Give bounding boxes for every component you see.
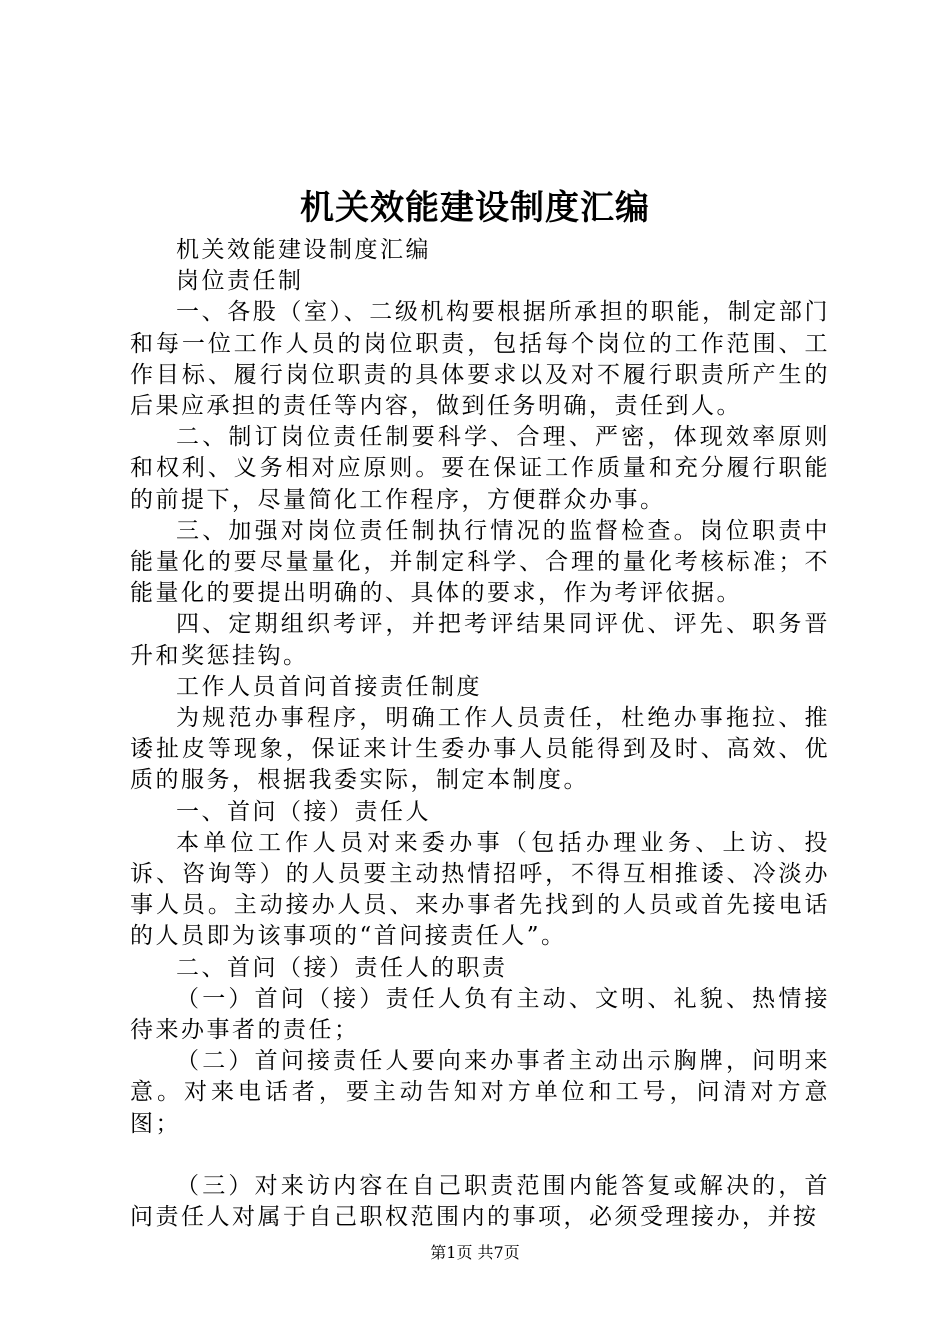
- paragraph: 机关效能建设制度汇编: [176, 237, 431, 263]
- paragraph: 本单位工作人员对来委办事（包括办理业务、上访、投诉、咨询等）的人员要主动热情招呼，不得互相推诿、冷淡办事人员。主动接办人员、来办事者先找到的人员或首先接电话的人员即为该事项的“首问接责任人”。: [130, 829, 830, 950]
- document-title: 机关效能建设制度汇编: [300, 188, 650, 228]
- subsection-heading: 二、首问（接）责任人的职责: [176, 954, 508, 981]
- section-heading: 岗位责任制: [176, 268, 304, 295]
- paragraph: （一）首问（接）责任人负有主动、文明、礼貌、热情接待来办事者的责任；: [130, 985, 830, 1044]
- paragraph: 三、加强对岗位责任制执行情况的监督检查。岗位职责中能量化的要尽量量化，并制定科学、合理的量化考核标准；不能量化的要提出明确的、具体的要求，作为考评依据。: [130, 517, 830, 607]
- document-body: [130, 235, 830, 1233]
- paragraph: 二、制订岗位责任制要科学、合理、严密，体现效率原则和权利、义务相对应原则。要在保证工作质量和充分履行职能的前提下，尽量简化工作程序，方便群众办事。: [130, 424, 830, 513]
- page-footer: 第1页 共7页: [430, 1243, 520, 1262]
- subsection-heading: 一、首问（接）责任人: [176, 798, 431, 825]
- section-heading: 工作人员首问首接责任制度: [176, 673, 482, 700]
- paragraph: 为规范办事程序，明确工作人员责任，杜绝办事拖拉、推诿扯皮等现象，保证来计生委办事人员能得到及时、高效、优质的服务，根据我委实际，制定本制度。: [130, 705, 830, 794]
- paragraph: （二）首问接责任人要向来办事者主动出示胸牌，问明来意。对来电话者，要主动告知对方单位和工号，问清对方意图；: [130, 1048, 830, 1137]
- paragraph: （三）对来访内容在自己职责范围内能答复或解决的，首问责任人对属于自己职权范围内的事项，必须受理接办，并按: [130, 1172, 830, 1231]
- paragraph: 一、各股（室）、二级机构要根据所承担的职能，制定部门和每一位工作人员的岗位职责，包括每个岗位的工作范围、工作目标、履行岗位职责的具体要求以及对不履行职责所产生的后果应承担的责任等内容，做到任务明确，责任到人。: [130, 299, 830, 420]
- paragraph: 四、定期组织考评，并把考评结果同评优、评先、职务晋升和奖惩挂钩。: [130, 611, 830, 669]
